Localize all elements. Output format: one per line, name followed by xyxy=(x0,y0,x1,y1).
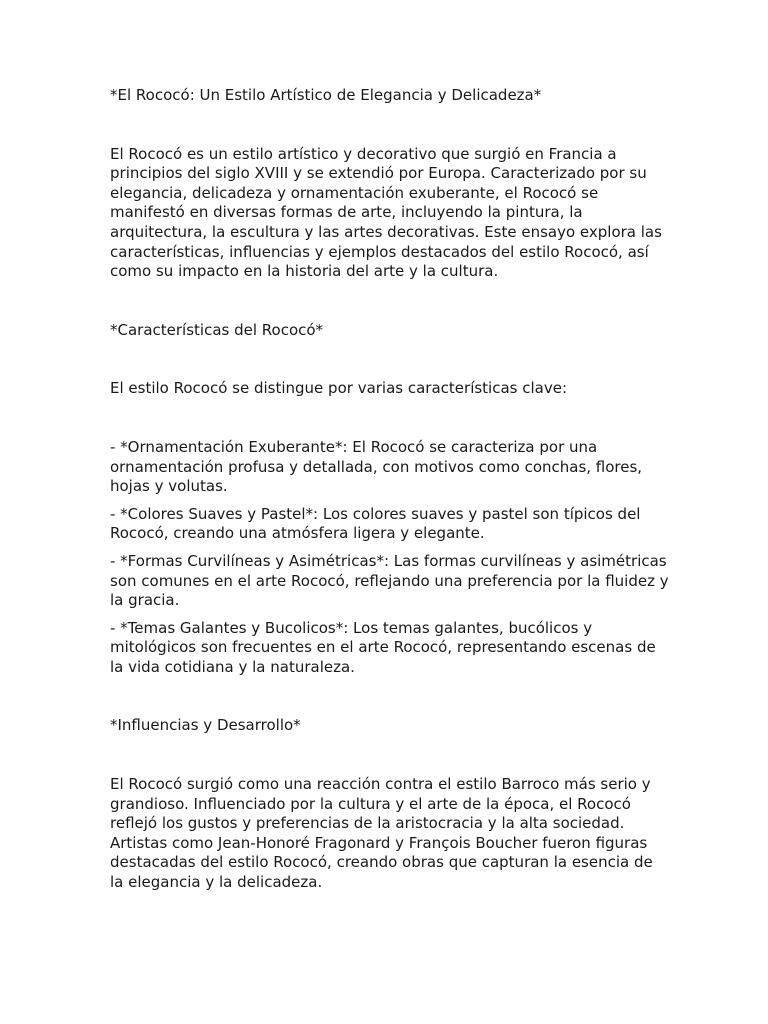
intro-paragraph: El Rococó es un estilo artístico y decorativo que surgió en Francia a principios del siglo XVIII y se extendió por Europa. Caracterizado por su elegancia, delicadeza y ornamentación exuberante, el Rococó se manifestó en diversas formas de arte, incluyendo la pintura, la arquitectura, la escultura y las artes decorativas. Este ensayo explora las características, influencias y ejemplos destacados del estilo Rococó, así como su impacto en la historia del arte y la cultura. xyxy=(110,144,662,281)
list-item: - *Colores Suaves y Pastel*: Los colores suaves y pastel son típicos del Rococó, creando una atmósfera ligera y elegante. xyxy=(110,504,641,543)
section-heading-influencias: *Influencias y Desarrollo* xyxy=(110,716,301,735)
document-body xyxy=(110,86,670,932)
list-item: - *Temas Galantes y Bucolicos*: Los temas galantes, bucólicos y mitológicos son frecuentes en el arte Rococó, representando escenas de la vida cotidiana y la naturaleza. xyxy=(110,618,656,676)
document-title: *El Rococó: Un Estilo Artístico de Elegancia y Delicadeza* xyxy=(110,86,542,104)
characteristics-list xyxy=(110,438,670,678)
list-item: - *Ornamentación Exuberante*: El Rococó se caracteriza por una ornamentación profusa y detallada, con motivos como conchas, flores, hojas y volutas. xyxy=(110,437,643,496)
influences-paragraph: El Rococó surgió como una reacción contra el estilo Barroco más serio y grandioso. Influenciado por la cultura y el arte de la época, el Rococó reflejó los gustos y preferencias de la aristocracia y la alta sociedad. Artistas como Jean-Honoré Fragonard y François Boucher fueron figuras destacadas del estilo Rococó, creando obras que capturan la esencia de la elegancia y la delicadeza. xyxy=(110,775,653,892)
list-item: - *Formas Curvilíneas y Asimétricas*: Las formas curvilíneas y asimétricas son comunes en el arte Rococó, reflejando una preferencia por la fluidez y la gracia. xyxy=(110,551,669,610)
section-lead-paragraph: El estilo Rococó se distingue por varias características clave: xyxy=(110,379,568,398)
section-heading-caracteristicas: *Características del Rococó* xyxy=(110,320,324,339)
